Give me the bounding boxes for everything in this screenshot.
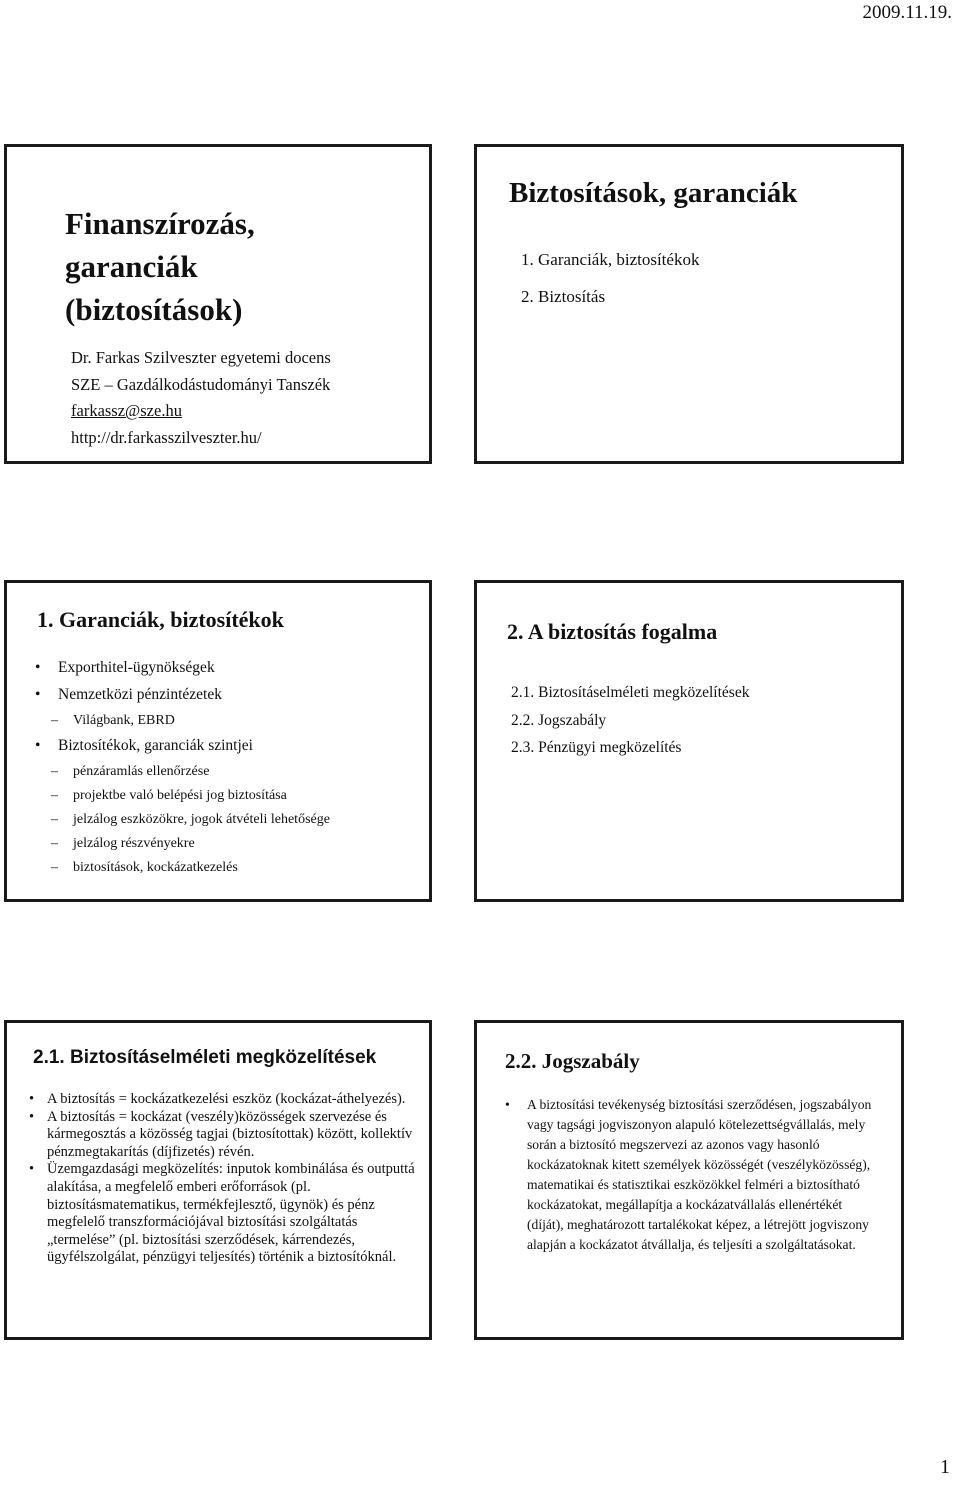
slide-law bbox=[474, 1020, 904, 1340]
sub-list-item: – jelzálog eszközökre, jogok átvételi lehetősége bbox=[35, 809, 330, 833]
slide-title bbox=[4, 144, 432, 464]
list-item: 2.3. Pénzügyi megközelítés bbox=[511, 739, 682, 756]
list-item: • A biztosítás = kockázat (veszély)közösségek szervezése és kármegosztás a közösség tagjai (biztosítottak) között, kollektív pénzmegtakarítás (díjfizetés) révén. bbox=[27, 1109, 419, 1162]
department-name: SZE – Gazdálkodástudományi Tanszék bbox=[71, 374, 331, 394]
theory-list bbox=[27, 1091, 419, 1267]
list-item: • Üzemgazdasági megközelítés: inputok kombinálása és outputtá alakítása, a megfelelő emberi erőforrások (pl. biztosításmatematikus, termékfejlesztő, ügynök) és pénz megfelelő transzformációjával biztosítási szolgáltatás „termelése” (pl. biztosítási szerződések, kárrendezés, ügyfélszolgálat, pénzügyi teljesítés) történik a biztosítóknál. bbox=[27, 1161, 419, 1267]
slide-insurance-concept bbox=[474, 580, 904, 902]
slide-insurance-concept-heading: 2. A biztosítás fogalma bbox=[507, 619, 718, 644]
slide-outline-heading: Biztosítások, garanciák bbox=[509, 177, 798, 209]
slide-theory bbox=[4, 1020, 432, 1340]
slide-guarantees bbox=[4, 580, 432, 902]
outline-item: 1. Garanciák, biztosítékok bbox=[521, 250, 700, 269]
outline-list bbox=[521, 241, 699, 315]
guarantees-list bbox=[35, 656, 330, 881]
list-item: • A biztosítási tevékenység biztosítási szerződésen, jogszabályon vagy tagsági jogviszonyon alapuló kötelezettségvállalás, mely során a biztosító megszervezi az azonos vagy hasonló kockázatoknak kitett személyek közösségét (veszélyközösség), matematikai és statisztikai eszközökkel felméri a biztosítható kockázatokat, megállapítja a kockázatvállalás ellenértékét (díját), meghatározott tartalékokat képez, a létrejött jogviszony alapján a kockázatot átvállalja, és teljesíti a szolgáltatásokat. bbox=[505, 1095, 881, 1255]
list-item: • Exporthitel-ügynökségek bbox=[35, 656, 330, 683]
slide-theory-heading: 2.1. Biztosításelméleti megközelítések bbox=[33, 1047, 377, 1068]
sub-list-item: – pénzáramlás ellenőrzése bbox=[35, 761, 330, 785]
slide-outline bbox=[474, 144, 904, 464]
slide-guarantees-heading: 1. Garanciák, biztosítékok bbox=[37, 607, 284, 632]
sub-list-item: – biztosítások, kockázatkezelés bbox=[35, 857, 330, 881]
page-number: 1 bbox=[940, 1456, 950, 1478]
concept-list bbox=[511, 679, 749, 762]
list-item: 2.1. Biztosításelméleti megközelítések bbox=[511, 684, 750, 701]
law-list bbox=[505, 1095, 881, 1255]
email-link[interactable]: farkassz@sze.hu bbox=[71, 401, 182, 420]
print-date: 2009.11.19. bbox=[862, 2, 952, 23]
sub-list-item: – projektbe való belépési jog biztosítása bbox=[35, 785, 330, 809]
list-item: • A biztosítás = kockázatkezelési eszköz (kockázat-áthelyezés). bbox=[27, 1091, 419, 1109]
sub-list-item: – jelzálog részvényekre bbox=[35, 833, 330, 857]
slide-title-heading: Finanszírozás, garanciák (biztosítások) bbox=[65, 206, 255, 327]
sub-list-item: – Világbank, EBRD bbox=[35, 710, 330, 734]
website-url: http://dr.farkasszilveszter.hu/ bbox=[71, 427, 262, 447]
outline-item: 2. Biztosítás bbox=[521, 287, 606, 306]
list-item: 2.2. Jogszabály bbox=[511, 711, 607, 729]
list-item: • Biztosítékok, garanciák szintjei bbox=[35, 734, 330, 761]
list-item: • Nemzetközi pénzintézetek bbox=[35, 683, 330, 710]
author-info bbox=[71, 345, 331, 451]
slide-law-heading: 2.2. Jogszabály bbox=[505, 1049, 640, 1073]
author-name: Dr. Farkas Szilveszter egyetemi docens bbox=[71, 348, 331, 367]
